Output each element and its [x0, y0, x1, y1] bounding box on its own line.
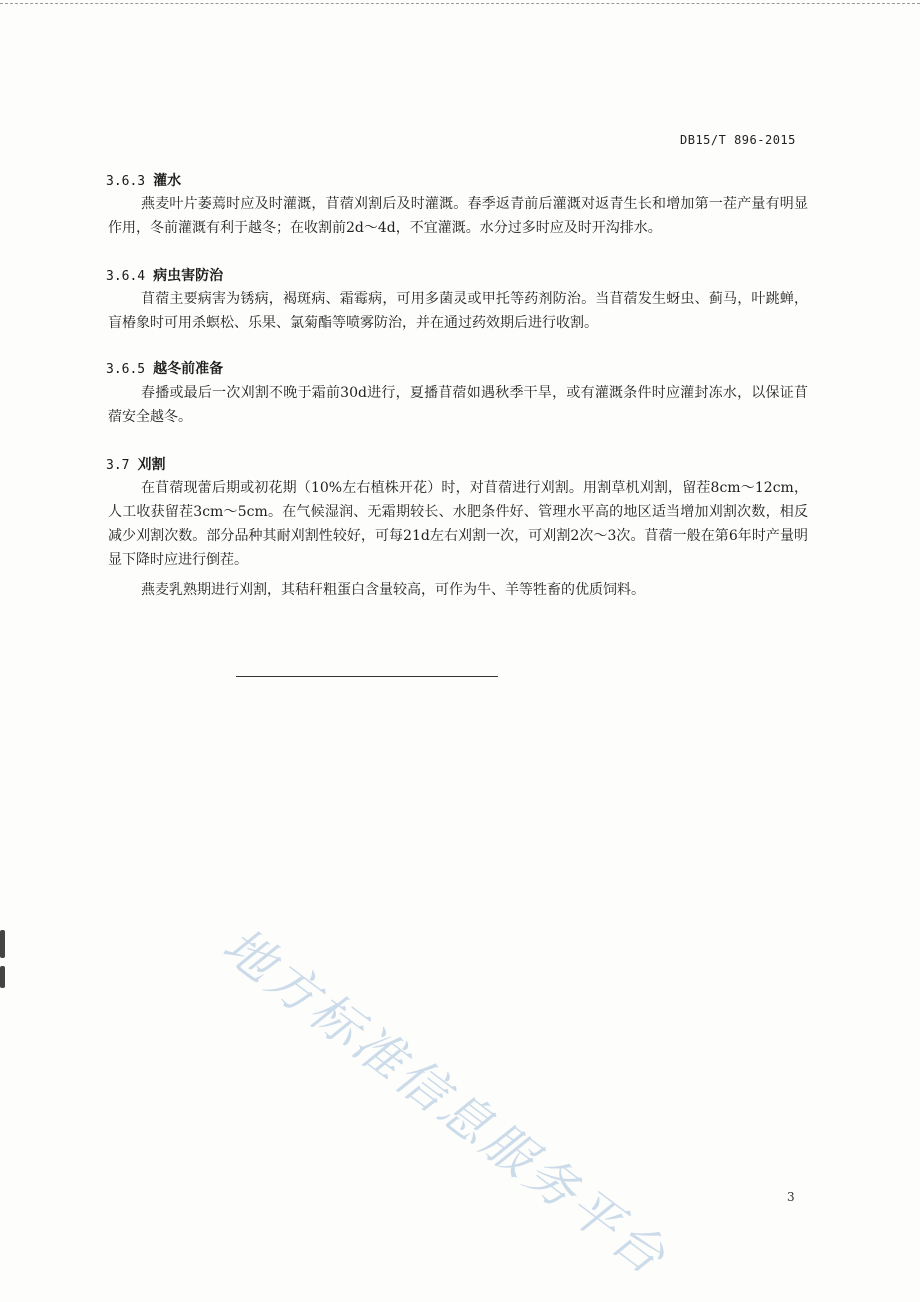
section-number: 3.6.4: [106, 269, 146, 284]
section-paragraph: 春播或最后一次刈割不晚于霜前30d进行，夏播苜蓿如遇秋季干旱，或有灌溉条件时应灌封冻水，以保证苜蓿安全越冬。: [108, 385, 808, 425]
scan-top-rule: [0, 3, 920, 4]
section-heading-3-7: [106, 454, 165, 474]
section-number: 3.6.5: [106, 362, 146, 377]
section-number: 3.7: [106, 458, 130, 473]
section-title: 越冬前准备: [153, 361, 224, 377]
section-title: 灌水: [153, 173, 182, 189]
section-paragraph: 苜蓿主要病害为锈病，褐斑病、霜霉病，可用多菌灵或甲托等药剂防治。当苜蓿发生蚜虫、蓟马，叶跳蝉，盲椿象时可用杀螟松、乐果、氯菊酯等喷雾防治，并在通过药效期后进行收割。: [108, 291, 808, 331]
section-heading-3-6-4: [106, 265, 223, 285]
section-number: 3.6.3: [106, 174, 146, 189]
section-paragraph: 在苜蓿现蕾后期或初花期（10%左右植株开花）时，对苜蓿进行刈割。用割草机刈割，留茬8cm～12cm，人工收获留茬3cm～5cm。在气候湿润、无霜期较长、水肥条件好、管理水平高的地区适当增加刈割次数，相反减少刈割次数。部分品种其耐刈割性较好，可每21d左右刈割一次，可刈割2次～3次。苜蓿一般在第6年时产量明显下降时应进行倒茬。: [108, 480, 808, 568]
section-heading-3-6-5: [106, 358, 223, 378]
document-code: DB15/T 896-2015: [680, 133, 796, 147]
watermark: 地方标准信息服务平台: [212, 916, 679, 1288]
end-of-text-rule: [236, 676, 498, 677]
section-paragraph: 燕麦乳熟期进行刈割，其秸秆粗蛋白含量较高，可作为牛、羊等牲畜的优质饲料。: [141, 582, 645, 598]
scan-binding-mark: [0, 930, 5, 958]
section-title: 刈割: [137, 457, 166, 473]
section-paragraph: 燕麦叶片萎蔫时应及时灌溉，苜蓿刈割后及时灌溉。春季返青前后灌溉对返青生长和增加第一茬产量有明显作用，冬前灌溉有利于越冬；在收割前2d～4d，不宜灌溉。水分过多时应及时开沟排水。: [108, 196, 808, 236]
scan-binding-mark: [0, 966, 5, 988]
section-title: 病虫害防治: [153, 268, 224, 284]
page-number: 3: [787, 1190, 795, 1204]
section-heading-3-6-3: [106, 170, 181, 190]
